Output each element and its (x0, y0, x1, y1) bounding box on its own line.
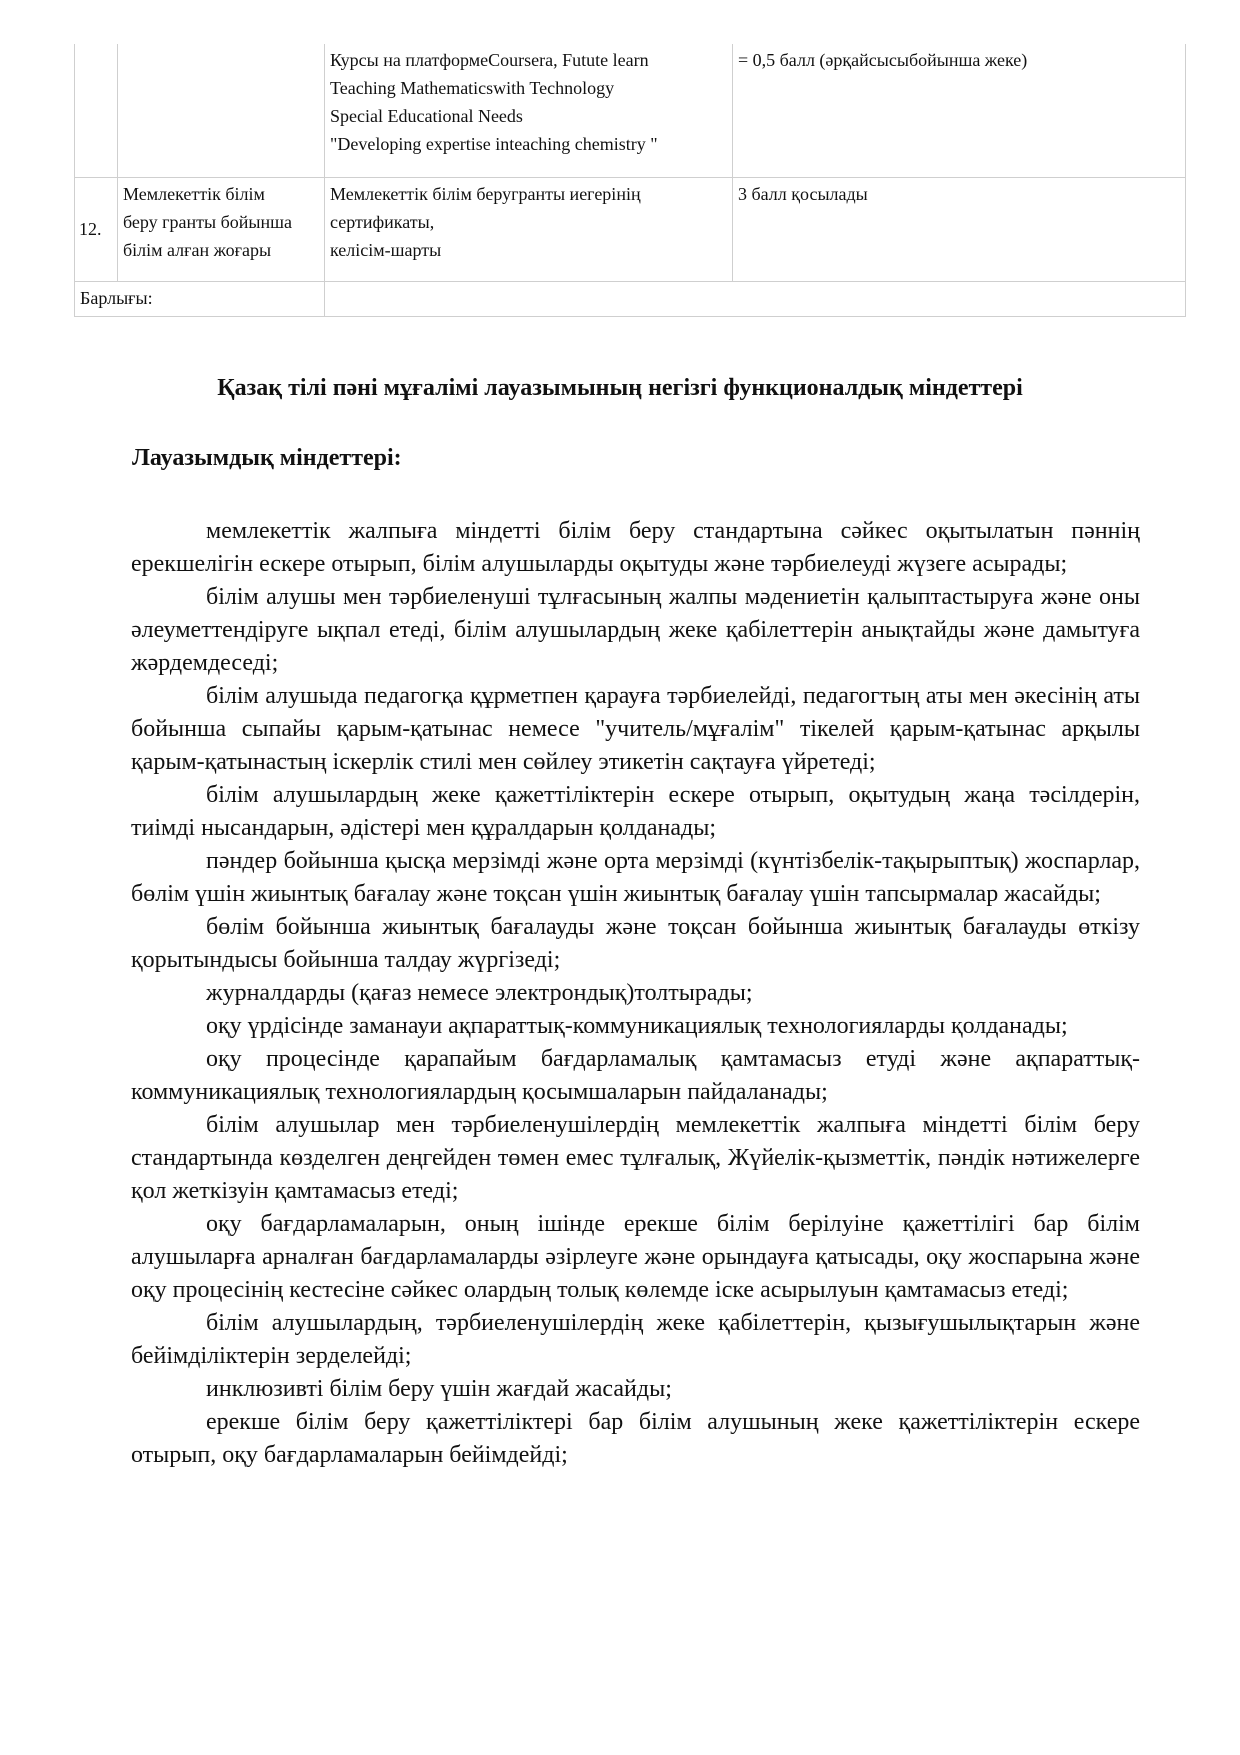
criterion-line: беру гранты бойынша (123, 211, 293, 232)
duty-paragraph: білім алушы мен тәрбиеленуші тұлғасының жалпы мәдениетін қалыптастыруға және оны әлеуметтендіруге ықпал етеді, білім алушылардың жеке қабілеттерін анықтайды және дамытуға жәрдемдеседі; (131, 584, 1140, 676)
criterion-line: білім алған жоғары (123, 239, 272, 260)
evidence-line: Teaching Mathematicswith Technology (330, 78, 615, 98)
duty-paragraph: білім алушылар мен тәрбиеленушілердің мемлекеттік жалпыға міндетті білім беру стандартында көзделген деңгейден төмен емес тұлғалық, Жүйелік-қызметтік, пәндік нәтижелерге қол жеткізуін қамтамасыз етеді; (131, 1112, 1140, 1204)
duty-paragraph: журналдарды (қағаз немесе электрондық)толтырады; (206, 980, 753, 1006)
duty-paragraph: білім алушыда педагогқа құрметпен қарауға тәрбиелейді, педагогтың аты мен әкесінің аты бойынша сыпайы қарым-қатынас немесе "учитель/мұғалім" тікелей қарым-қатынас арқылы қарым-қатынастың іскерлік стилі мен сөйлеу этикетін сақтауға үйретеді; (131, 683, 1140, 775)
duty-paragraph: оқу үрдісінде заманауи ақпараттық-коммуникациялық технологияларды қолданады; (206, 1013, 1068, 1039)
score-cell: 3 балл қосылады (733, 177, 1186, 281)
evidence-line: "Developing expertise inteaching chemistry " (330, 134, 658, 154)
duties-list (131, 515, 1140, 1472)
evidence-cell (325, 44, 733, 177)
section-heading: Қазақ тілі пәні мұғалімі лауазымының негізгі функционалдық міндеттері (217, 375, 1023, 401)
evidence-cell (325, 177, 733, 281)
evidence-line: Мемлекеттік білім беругранты иегерінің (330, 183, 641, 204)
score-cell: = 0,5 балл (әрқайсысыбойынша жеке) (733, 44, 1186, 177)
criterion-cell (118, 44, 325, 177)
evidence-line: келісім-шарты (330, 239, 442, 260)
evidence-line: Курсы на платформеCoursera, Futute learn (330, 50, 649, 70)
evidence-line: сертификаты, (330, 211, 435, 232)
duty-paragraph: мемлекеттік жалпыға міндетті білім беру стандартына сәйкес оқытылатын пәннің ерекшелігін ескере отырып, білім алушыларды оқытуды және тәрбиелеуді жүзеге асырады; (131, 518, 1140, 577)
duty-paragraph: бөлім бойынша жиынтық бағалауды және тоқсан бойынша жиынтық бағалауды өткізу қорытындысы бойынша талдау жүргізеді; (131, 914, 1140, 973)
duty-paragraph: инклюзивті білім беру үшін жағдай жасайды; (206, 1376, 672, 1402)
criteria-table (74, 44, 1186, 317)
duty-paragraph: білім алушылардың жеке қажеттіліктерін ескере отырып, оқытудың жаңа тәсілдерін, тиімді нысандарын, әдістері мен құралдарын қолданады; (131, 782, 1140, 841)
duty-paragraph: білім алушылардың, тәрбиеленушілердің жеке қабілеттерін, қызығушылықтарын және бейімділіктерін зерделейді; (131, 1310, 1140, 1369)
table-total-row (75, 281, 1186, 316)
total-label: Барлығы: (75, 281, 325, 316)
duty-paragraph: пәндер бойынша қысқа мерзімді және орта мерзімді (күнтізбелік-тақырыптық) жоспарлар, бөлім үшін жиынтық бағалау және тоқсан үшін жиынтық бағалау үшін тапсырмалар жасайды; (131, 848, 1140, 907)
table-row (75, 44, 1186, 177)
duty-paragraph: оқу процесінде қарапайым бағдарламалық қамтамасыз етуді және ақпараттық-коммуникациялық технологиялардың қосымшаларын пайдаланады; (131, 1046, 1140, 1105)
criterion-cell (118, 177, 325, 281)
duties-subheading: Лауазымдық міндеттері: (132, 445, 402, 471)
duty-paragraph: ерекше білім беру қажеттіліктері бар білім алушының жеке қажеттіліктерін ескере отырып, оқу бағдарламаларын бейімдейді; (131, 1409, 1140, 1468)
table-row (75, 177, 1186, 281)
row-number-cell: 12. (75, 177, 118, 281)
duty-paragraph: оқу бағдарламаларын, оның ішінде ерекше білім берілуіне қажеттілігі бар білім алушыларға арналған бағдарламаларды әзірлеуге және орындауға қатысады, оқу жоспарына және оқу процесінің кестесіне сәйкес олардың толық көлемде іске асырылуын қамтамасыз етеді; (131, 1211, 1140, 1303)
evidence-line: Special Educational Needs (330, 106, 523, 126)
row-number-cell (75, 44, 118, 177)
total-value (325, 281, 1186, 316)
criterion-line: Мемлекеттік білім (123, 183, 265, 204)
